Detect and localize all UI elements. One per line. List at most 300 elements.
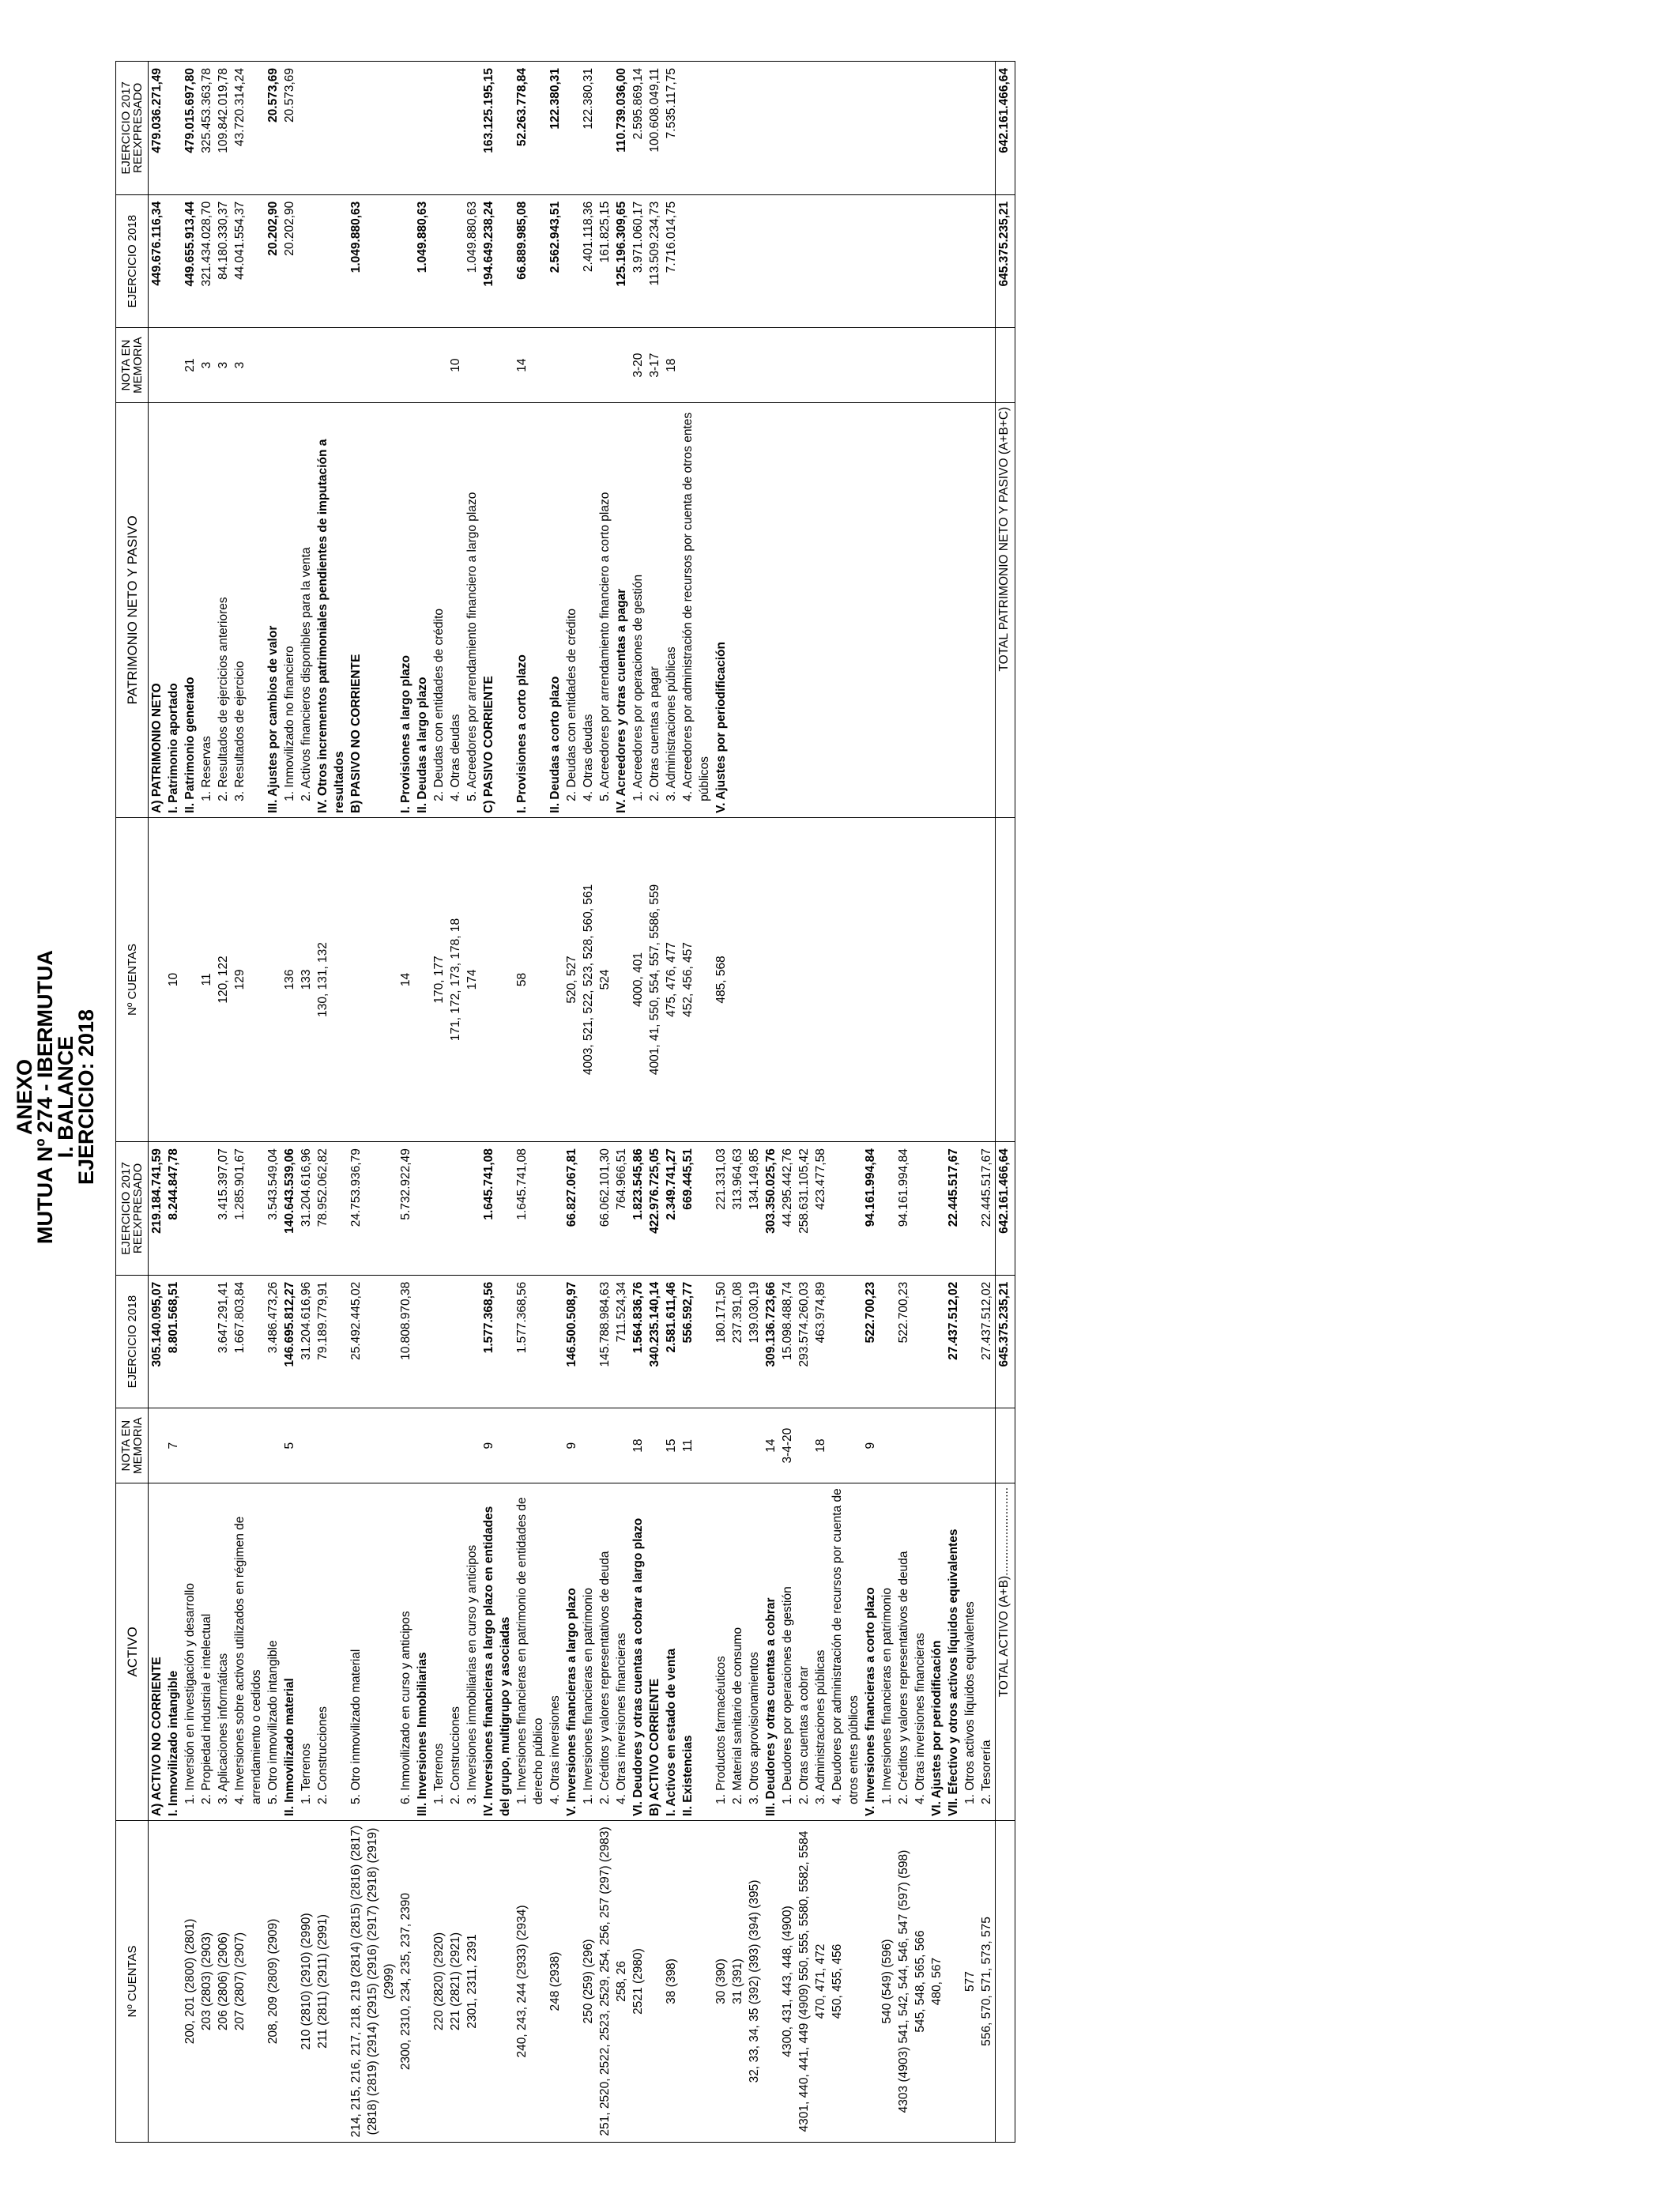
pasivo-value-2017: 122.380,31	[580, 62, 597, 195]
pasivo-value-2017	[348, 62, 397, 195]
pasivo-value-2017	[962, 62, 978, 195]
pasivo-account-codes	[945, 817, 962, 1141]
header-2018: EJERCICIO 2018	[116, 1275, 149, 1408]
total-pasivo-spacer	[996, 817, 1015, 1141]
account-codes: 450, 455, 456	[829, 1821, 862, 2143]
value-2017	[182, 1142, 198, 1276]
pasivo-value-2018: 1.049.880,63	[464, 194, 480, 328]
table-row	[862, 62, 879, 2143]
pasivo-memoria-note: 10	[447, 328, 464, 402]
pasivo-line	[895, 402, 912, 817]
pasivo-value-2018: 44.041.554,37	[232, 194, 265, 328]
pasivo-account-codes: 10	[165, 817, 182, 1141]
value-2018	[464, 1275, 480, 1408]
value-2018: 146.500.508,97	[563, 1275, 580, 1408]
table-row	[630, 62, 646, 2143]
table-row	[829, 62, 862, 2143]
pasivo-line: C) PASIVO CORRIENTE	[480, 402, 514, 817]
value-2017: 221.331,03	[713, 1142, 729, 1276]
value-2018: 522.700,23	[895, 1275, 912, 1408]
memoria-note: 18	[812, 1408, 829, 1483]
account-codes: 4300, 431, 443, 448, (4900)	[779, 1821, 796, 2143]
value-2017: 669.445,51	[680, 1142, 713, 1276]
table-row	[879, 62, 895, 2143]
memoria-note	[978, 1408, 996, 1483]
pasivo-memoria-note	[281, 328, 298, 402]
pasivo-value-2018	[431, 194, 447, 328]
value-2017: 303.350.025,76	[763, 1142, 779, 1276]
pasivo-account-codes: 58	[514, 817, 547, 1141]
memoria-note: 9	[480, 1408, 514, 1483]
activo-line: 1. Terrenos	[431, 1483, 447, 1820]
memoria-note	[580, 1408, 597, 1483]
pasivo-line	[763, 402, 779, 817]
pasivo-memoria-note: 18	[663, 328, 680, 402]
value-2017: 313.964,63	[729, 1142, 746, 1276]
pasivo-line: 2. Deudas con entidades de crédito	[563, 402, 580, 817]
pasivo-memoria-note	[895, 328, 912, 402]
value-2017: 5.732.922,49	[397, 1142, 414, 1276]
value-2017	[912, 1142, 929, 1276]
value-2018: 1.667.803,84	[232, 1275, 265, 1408]
value-2018: 2.581.611,46	[663, 1275, 680, 1408]
activo-line: VI. Ajustes por periodificación	[929, 1483, 945, 1820]
table-row	[729, 62, 746, 2143]
pasivo-account-codes	[912, 817, 929, 1141]
pasivo-memoria-note	[829, 328, 862, 402]
account-codes: 251, 2520, 2522, 2523, 2529, 254, 256, 257 (297) (2983)	[597, 1821, 613, 2143]
total-pasivo-2018: 645.375.235,21	[996, 194, 1015, 328]
account-codes: 4303 (4903) 541, 542, 544, 546, 547 (597) (598)	[895, 1821, 912, 2143]
value-2017	[829, 1142, 862, 1276]
activo-line: 3. Aplicaciones informáticas	[215, 1483, 232, 1820]
value-2017: 66.827.067,81	[563, 1142, 580, 1276]
activo-line: 3. Administraciones públicas	[812, 1483, 829, 1820]
pasivo-value-2018: 125.196.309,65	[613, 194, 630, 328]
pasivo-value-2018: 66.889.985,08	[514, 194, 547, 328]
pasivo-value-2018	[812, 194, 829, 328]
activo-line: 2. Créditos y valores representativos de deuda	[597, 1483, 613, 1820]
table-row	[198, 62, 215, 2143]
pasivo-value-2017	[165, 62, 182, 195]
pasivo-memoria-note	[165, 328, 182, 402]
account-codes: 210 (2810) (2910) (2990)	[298, 1821, 315, 2143]
table-row	[315, 62, 348, 2143]
value-2018: 3.486.473,26	[265, 1275, 281, 1408]
header-note: NOTA EN MEMORIA	[116, 1408, 149, 1483]
header-2017-pasivo: EJERCICIO 2017 REEXPRESADO	[116, 62, 149, 195]
value-2018: 25.492.445,02	[348, 1275, 397, 1408]
pasivo-line	[978, 402, 996, 817]
value-2018: 522.700,23	[862, 1275, 879, 1408]
activo-line: VII. Efectivo y otros activos líquidos equivalentes	[945, 1483, 962, 1820]
pasivo-value-2017	[447, 62, 464, 195]
value-2018: 463.974,89	[812, 1275, 829, 1408]
memoria-note: 9	[563, 1408, 580, 1483]
activo-line: 6. Inmovilizado en curso y anticipos	[397, 1483, 414, 1820]
account-codes	[862, 1821, 879, 2143]
pasivo-account-codes	[763, 817, 779, 1141]
value-2018	[182, 1275, 198, 1408]
pasivo-value-2018	[796, 194, 812, 328]
account-codes: 250 (259) (296)	[580, 1821, 597, 2143]
pasivo-line	[912, 402, 929, 817]
account-codes: 577	[962, 1821, 978, 2143]
pasivo-memoria-note	[962, 328, 978, 402]
header-2017: EJERCICIO 2017 REEXPRESADO	[116, 1142, 149, 1276]
pasivo-line: 4. Otras deudas	[447, 402, 464, 817]
pasivo-value-2018	[912, 194, 929, 328]
table-row	[746, 62, 763, 2143]
account-codes	[646, 1821, 663, 2143]
pasivo-account-codes	[978, 817, 996, 1141]
table-row	[978, 62, 996, 2143]
pasivo-memoria-note	[431, 328, 447, 402]
value-2018	[414, 1275, 431, 1408]
pasivo-memoria-note	[779, 328, 796, 402]
pasivo-value-2017: 100.608.049,11	[646, 62, 663, 195]
account-codes	[281, 1821, 298, 2143]
activo-line: 1. Otros activos líquidos equivalentes	[962, 1483, 978, 1820]
activo-line: A) ACTIVO NO CORRIENTE	[149, 1483, 166, 1820]
pasivo-account-codes: 130, 131, 132	[315, 817, 348, 1141]
value-2018: 293.574.260,03	[796, 1275, 812, 1408]
pasivo-value-2017	[563, 62, 580, 195]
activo-line: V. Inversiones financieras a largo plazo	[563, 1483, 580, 1820]
total-activo-note	[996, 1408, 1015, 1483]
table-row	[547, 62, 563, 2143]
pasivo-account-codes	[265, 817, 281, 1141]
pasivo-value-2018: 2.562.943,51	[547, 194, 563, 328]
pasivo-memoria-note	[580, 328, 597, 402]
pasivo-account-codes: 14	[397, 817, 414, 1141]
pasivo-line: IV. Acreedores y otras cuentas a pagar	[613, 402, 630, 817]
pasivo-memoria-note: 14	[514, 328, 547, 402]
header-mutua: MUTUA Nº 274 - IBERMUTUA	[33, 950, 57, 1244]
pasivo-value-2017	[862, 62, 879, 195]
pasivo-memoria-note	[315, 328, 348, 402]
value-2017: 764.966,51	[613, 1142, 630, 1276]
pasivo-memoria-note: 3	[215, 328, 232, 402]
pasivo-line: II. Patrimonio generado	[182, 402, 198, 817]
value-2017: 24.753.936,79	[348, 1142, 397, 1276]
pasivo-account-codes: 4000, 401	[630, 817, 646, 1141]
pasivo-memoria-note: 3	[232, 328, 265, 402]
pasivo-value-2018	[563, 194, 580, 328]
table-row	[945, 62, 962, 2143]
pasivo-account-codes: 11	[198, 817, 215, 1141]
account-codes: 200, 201 (2800) (2801)	[182, 1821, 198, 2143]
pasivo-memoria-note: 3	[198, 328, 215, 402]
pasivo-account-codes: 136	[281, 817, 298, 1141]
account-codes: 30 (390)	[713, 1821, 729, 2143]
memoria-note	[746, 1408, 763, 1483]
pasivo-account-codes	[613, 817, 630, 1141]
table-row	[929, 62, 945, 2143]
account-codes	[165, 1821, 182, 2143]
value-2018: 79.189.779,91	[315, 1275, 348, 1408]
pasivo-value-2017: 122.380,31	[547, 62, 563, 195]
table-row	[613, 62, 630, 2143]
activo-line: 1. Inversiones financieras en patrimonio	[580, 1483, 597, 1820]
pasivo-memoria-note	[298, 328, 315, 402]
value-2018: 10.808.970,38	[397, 1275, 414, 1408]
table-row	[464, 62, 480, 2143]
pasivo-value-2017	[812, 62, 829, 195]
value-2017: 422.976.725,05	[646, 1142, 663, 1276]
pasivo-account-codes: 485, 568	[713, 817, 729, 1141]
pasivo-line	[945, 402, 962, 817]
value-2018: 27.437.512,02	[945, 1275, 962, 1408]
value-2017	[414, 1142, 431, 1276]
pasivo-value-2018	[945, 194, 962, 328]
activo-line: 4. Deudores por administración de recursos por cuenta de otros entes públicos	[829, 1483, 862, 1820]
pasivo-account-codes: 133	[298, 817, 315, 1141]
pasivo-value-2018: 194.649.238,24	[480, 194, 514, 328]
memoria-note	[215, 1408, 232, 1483]
account-codes: 211 (2811) (2911) (2991)	[315, 1821, 348, 2143]
pasivo-account-codes: 520, 527	[563, 817, 580, 1141]
memoria-note	[232, 1408, 265, 1483]
activo-line: 2. Otras cuentas a cobrar	[796, 1483, 812, 1820]
value-2017	[464, 1142, 480, 1276]
table-row	[563, 62, 580, 2143]
pasivo-line: 5. Acreedores por arrendamiento financiero a corto plazo	[597, 402, 613, 817]
pasivo-memoria-note	[746, 328, 763, 402]
memoria-note	[315, 1408, 348, 1483]
pasivo-account-codes	[746, 817, 763, 1141]
activo-line: 1. Productos farmacéuticos	[713, 1483, 729, 1820]
pasivo-value-2017	[763, 62, 779, 195]
pasivo-value-2018: 449.676.116,34	[149, 194, 166, 328]
pasivo-line	[812, 402, 829, 817]
pasivo-value-2017	[912, 62, 929, 195]
activo-line: III. Deudores y otras cuentas a cobrar	[763, 1483, 779, 1820]
value-2018	[879, 1275, 895, 1408]
memoria-note: 11	[680, 1408, 713, 1483]
pasivo-memoria-note	[265, 328, 281, 402]
memoria-note	[198, 1408, 215, 1483]
pasivo-memoria-note	[978, 328, 996, 402]
pasivo-value-2018	[397, 194, 414, 328]
pasivo-value-2017	[414, 62, 431, 195]
pasivo-value-2018	[763, 194, 779, 328]
pasivo-value-2018	[895, 194, 912, 328]
pasivo-line: 2. Deudas con entidades de crédito	[431, 402, 447, 817]
pasivo-memoria-note	[613, 328, 630, 402]
account-codes	[945, 1821, 962, 2143]
account-codes: 470, 471, 472	[812, 1821, 829, 2143]
pasivo-line	[862, 402, 879, 817]
value-2017	[198, 1142, 215, 1276]
table-row	[580, 62, 597, 2143]
pasivo-account-codes	[962, 817, 978, 1141]
table-row	[182, 62, 198, 2143]
totals-row	[996, 62, 1015, 2143]
value-2017: 8.244.847,78	[165, 1142, 182, 1276]
pasivo-value-2018	[447, 194, 464, 328]
memoria-note: 5	[281, 1408, 298, 1483]
pasivo-memoria-note	[464, 328, 480, 402]
value-2018: 145.788.984,63	[597, 1275, 613, 1408]
pasivo-memoria-note: 3-20	[630, 328, 646, 402]
value-2018: 340.235.140,14	[646, 1275, 663, 1408]
value-2017	[447, 1142, 464, 1276]
value-2017	[929, 1142, 945, 1276]
pasivo-value-2017	[431, 62, 447, 195]
pasivo-value-2017	[729, 62, 746, 195]
pasivo-value-2018: 449.655.913,44	[182, 194, 198, 328]
memoria-note	[597, 1408, 613, 1483]
pasivo-value-2017: 20.573,69	[281, 62, 298, 195]
memoria-note	[962, 1408, 978, 1483]
memoria-note	[464, 1408, 480, 1483]
pasivo-account-codes	[862, 817, 879, 1141]
value-2018	[829, 1275, 862, 1408]
pasivo-value-2018	[829, 194, 862, 328]
value-2017: 140.643.539,06	[281, 1142, 298, 1276]
memoria-note	[298, 1408, 315, 1483]
table-row	[165, 62, 182, 2143]
pasivo-line: II. Deudas a corto plazo	[547, 402, 563, 817]
total-activo-spacer	[996, 1821, 1015, 2143]
pasivo-value-2017	[796, 62, 812, 195]
pasivo-account-codes: 174	[464, 817, 480, 1141]
activo-line: VI. Deudores y otras cuentas a cobrar a largo plazo	[630, 1483, 646, 1820]
pasivo-memoria-note	[480, 328, 514, 402]
pasivo-memoria-note	[796, 328, 812, 402]
account-codes: 206 (2806) (2906)	[215, 1821, 232, 2143]
memoria-note: 3-4-20	[779, 1408, 796, 1483]
table-row	[713, 62, 729, 2143]
value-2018: 8.801.568,51	[165, 1275, 182, 1408]
value-2017: 22.445.517,67	[945, 1142, 962, 1276]
pasivo-memoria-note	[929, 328, 945, 402]
value-2018: 711.524,34	[613, 1275, 630, 1408]
table-row	[646, 62, 663, 2143]
pasivo-line: 1. Reservas	[198, 402, 215, 817]
activo-line: II. Inmovilizado material	[281, 1483, 298, 1820]
activo-line: 2. Propiedad industrial e intelectual	[198, 1483, 215, 1820]
account-codes: 208, 209 (2809) (2909)	[265, 1821, 281, 2143]
pasivo-account-codes: 129	[232, 817, 265, 1141]
value-2018: 1.564.836,76	[630, 1275, 646, 1408]
value-2018: 1.577.368,56	[514, 1275, 547, 1408]
pasivo-memoria-note	[912, 328, 929, 402]
table-row	[480, 62, 514, 2143]
table-row	[779, 62, 796, 2143]
activo-line: 4. Otras inversiones	[547, 1483, 563, 1820]
pasivo-account-codes	[182, 817, 198, 1141]
account-codes	[149, 1821, 166, 2143]
account-codes: 545, 548, 565, 566	[912, 1821, 929, 2143]
pasivo-value-2017	[978, 62, 996, 195]
pasivo-value-2017: 2.595.869,14	[630, 62, 646, 195]
activo-line: B) ACTIVO CORRIENTE	[646, 1483, 663, 1820]
pasivo-value-2018	[298, 194, 315, 328]
table-row	[962, 62, 978, 2143]
pasivo-line: A) PATRIMONIO NETO	[149, 402, 166, 817]
table-row	[447, 62, 464, 2143]
pasivo-line: 2. Otras cuentas a pagar	[646, 402, 663, 817]
account-codes: 220 (2820) (2920)	[431, 1821, 447, 2143]
activo-line: 1. Inversiones financieras en patrimonio	[879, 1483, 895, 1820]
value-2018	[912, 1275, 929, 1408]
pasivo-account-codes	[812, 817, 829, 1141]
memoria-note	[149, 1408, 166, 1483]
table-row	[281, 62, 298, 2143]
header-anexo: ANEXO	[13, 1058, 36, 1136]
pasivo-value-2017: 52.263.778,84	[514, 62, 547, 195]
value-2017	[431, 1142, 447, 1276]
pasivo-line	[796, 402, 812, 817]
pasivo-value-2018: 2.401.118,36	[580, 194, 597, 328]
pasivo-value-2017	[597, 62, 613, 195]
value-2017: 258.631.105,42	[796, 1142, 812, 1276]
account-codes: 38 (398)	[663, 1821, 680, 2143]
value-2017: 134.149,85	[746, 1142, 763, 1276]
document-header	[14, 0, 96, 2194]
memoria-note	[945, 1408, 962, 1483]
account-codes: 540 (549) (596)	[879, 1821, 895, 2143]
value-2017: 3.415.397,07	[215, 1142, 232, 1276]
memoria-note	[431, 1408, 447, 1483]
pasivo-memoria-note	[729, 328, 746, 402]
memoria-note	[879, 1408, 895, 1483]
activo-line: 2. Construcciones	[447, 1483, 464, 1820]
pasivo-account-codes	[879, 817, 895, 1141]
pasivo-line: 4. Acreedores por administración de recursos por cuenta de otros entes públicos	[680, 402, 713, 817]
table-row	[514, 62, 547, 2143]
memoria-note	[447, 1408, 464, 1483]
pasivo-account-codes: 4001, 41, 550, 554, 557, 5586, 559	[646, 817, 663, 1141]
table-row	[680, 62, 713, 2143]
memoria-note	[182, 1408, 198, 1483]
pasivo-line	[829, 402, 862, 817]
pasivo-line: I. Provisiones a corto plazo	[514, 402, 547, 817]
pasivo-value-2018: 3.971.060,17	[630, 194, 646, 328]
table-row	[431, 62, 447, 2143]
pasivo-line: 4. Otras deudas	[580, 402, 597, 817]
pasivo-value-2017	[779, 62, 796, 195]
activo-line: 5. Otro inmovilizado material	[348, 1483, 397, 1820]
value-2017: 1.645.741,08	[480, 1142, 514, 1276]
activo-line: V. Inversiones financieras a corto plazo	[862, 1483, 879, 1820]
pasivo-value-2017	[895, 62, 912, 195]
activo-line: I. Activos en estado de venta	[663, 1483, 680, 1820]
pasivo-value-2017	[945, 62, 962, 195]
table-body	[149, 62, 996, 2143]
activo-line: 4. Otras inversiones financieras	[613, 1483, 630, 1820]
value-2017	[547, 1142, 563, 1276]
pasivo-account-codes	[829, 817, 862, 1141]
account-codes: 2301, 2311, 2391	[464, 1821, 480, 2143]
pasivo-line: 2. Resultados de ejercicios anteriores	[215, 402, 232, 817]
account-codes: 2521 (2980)	[630, 1821, 646, 2143]
pasivo-value-2018: 84.180.330,37	[215, 194, 232, 328]
activo-line: 1. Terrenos	[298, 1483, 315, 1820]
memoria-note: 18	[630, 1408, 646, 1483]
memoria-note	[348, 1408, 397, 1483]
memoria-note: 14	[763, 1408, 779, 1483]
pasivo-value-2017	[680, 62, 713, 195]
account-codes	[680, 1821, 713, 2143]
account-codes: 203 (2803) (2903)	[198, 1821, 215, 2143]
activo-line: 2. Construcciones	[315, 1483, 348, 1820]
pasivo-value-2017	[464, 62, 480, 195]
pasivo-memoria-note	[945, 328, 962, 402]
pasivo-memoria-note: 3-17	[646, 328, 663, 402]
